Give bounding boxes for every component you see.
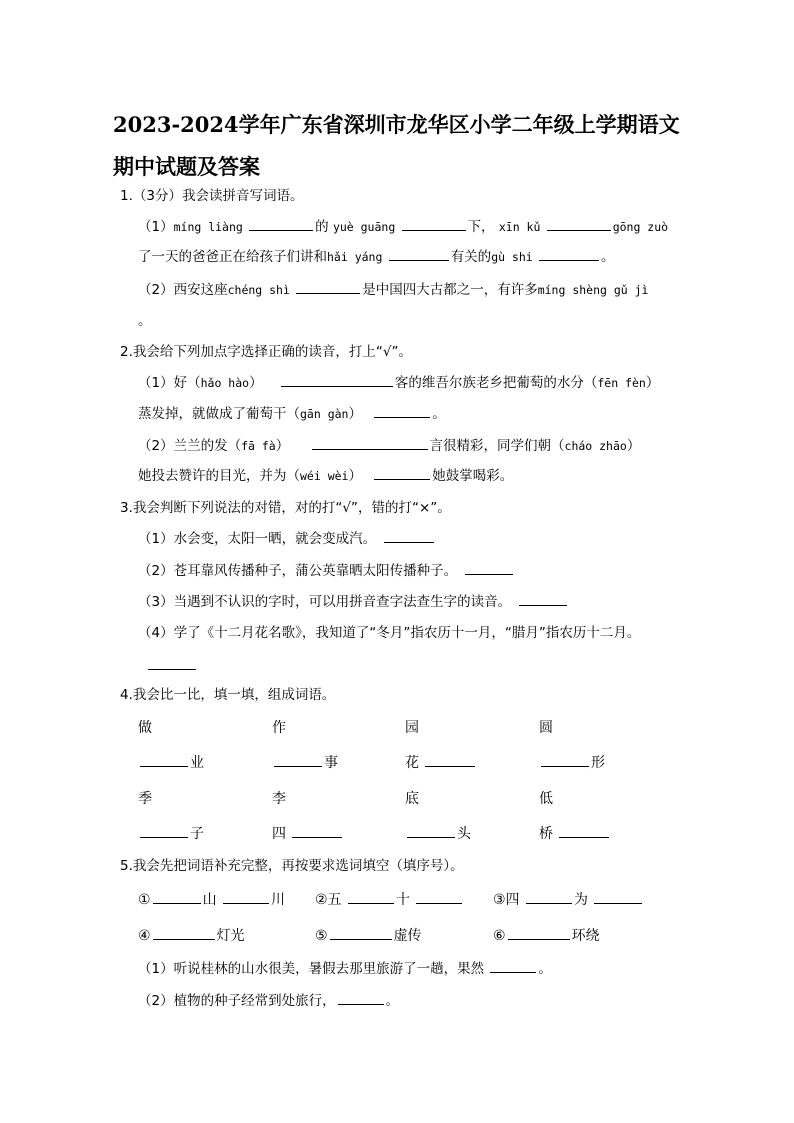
question-3-item-4: （4）学了《十二月花名歌》，我知道了“冬月”指农历十一月，“腊月”指农历十二月。 (138, 625, 641, 641)
question-3-item-1 (138, 529, 436, 549)
pinyin: gù shi (491, 250, 533, 264)
question-1-part-1-line-2 (138, 247, 615, 267)
char: 李 (272, 791, 286, 807)
pinyin: hǎi yáng (327, 250, 383, 264)
pinyin: chéng shì (227, 283, 290, 297)
question-1-part-2-line-1 (138, 280, 648, 300)
idiom-3 (493, 890, 644, 910)
idiom-4 (138, 926, 245, 946)
text: 她鼓掌喝彩。 (432, 468, 514, 484)
idiom-5 (315, 926, 422, 946)
text: 她投去赞许的目光，并为（ (138, 468, 300, 484)
answer-blank[interactable] (539, 248, 599, 261)
char: 头 (457, 826, 471, 842)
text: ） (275, 438, 290, 454)
answer-blank[interactable] (140, 825, 188, 838)
word-item (138, 753, 204, 773)
question-2-part-1-line-1 (138, 373, 659, 393)
question-3-item-3 (138, 592, 569, 612)
answer-blank[interactable] (526, 891, 572, 904)
text: ） (348, 406, 362, 422)
answer-blank[interactable] (296, 281, 360, 294)
text: 。 (432, 406, 446, 422)
text: 是中国四大古都之一，有许多 (362, 282, 538, 298)
text: 的 (315, 219, 329, 235)
text: 虚传 (393, 928, 422, 944)
question-2-part-2-line-1 (138, 436, 640, 456)
answer-blank[interactable] (148, 657, 196, 670)
char: 作 (272, 720, 286, 736)
answer-blank[interactable] (281, 374, 393, 387)
answer-blank[interactable] (384, 530, 434, 543)
question-1-stem: 1.（3分）我会读拼音写词语。 (120, 188, 304, 204)
question-2-stem: 2.我会给下列加点字选择正确的读音，打上“√”。 (120, 344, 412, 360)
text: ③四 (493, 892, 520, 908)
pinyin-options: fā fà (241, 439, 276, 453)
char: 花 (405, 755, 419, 771)
answer-blank[interactable] (249, 218, 313, 231)
text: ） (626, 438, 641, 454)
pinyin: yuè guāng (332, 220, 396, 234)
text: 。 (538, 961, 552, 977)
text: 下， (467, 219, 495, 235)
char: 圆 (539, 720, 553, 736)
question-3-item-4-answer (146, 656, 198, 676)
question-2-part-1-line-2 (138, 404, 446, 424)
text: 。 (138, 313, 152, 329)
answer-blank[interactable] (153, 927, 215, 940)
statement: （1）水会变，太阳一晒，就会变成汽。 (138, 531, 377, 547)
char: 四 (272, 826, 286, 842)
number: ⑤ (315, 928, 328, 944)
char: 桥 (539, 826, 553, 842)
answer-blank[interactable] (374, 405, 430, 418)
text: （2）西安这座 (138, 282, 228, 298)
statement: （2）苍耳靠风传播种子，蒲公英靠晒太阳传播种子。 (138, 563, 458, 579)
pinyin-options: cháo zhāo (564, 439, 627, 453)
text: 灯光 (216, 928, 245, 944)
answer-blank[interactable] (508, 927, 570, 940)
page-title: 2023-2024学年广东省深圳市龙华区小学二年级上学期语文期中试题及答案 (113, 112, 680, 179)
pinyin: míng liàng (173, 220, 243, 234)
char: 低 (539, 791, 553, 807)
answer-blank[interactable] (389, 248, 449, 261)
answer-blank[interactable] (465, 562, 513, 575)
pinyin-options: gān gàn (300, 407, 349, 421)
idiom-2 (315, 890, 464, 910)
text: 。 (385, 993, 400, 1009)
text: 了一天的爸爸正在给孩子们讲和 (138, 249, 327, 265)
text: 言很精彩，同学们朝（ (429, 438, 565, 454)
char: 十 (396, 892, 411, 908)
char: 为 (574, 892, 589, 908)
answer-blank[interactable] (153, 891, 201, 904)
number: ⑥ (493, 928, 506, 944)
idiom-6 (493, 926, 600, 946)
text: （2）兰兰的发（ (138, 438, 242, 454)
answer-blank[interactable] (312, 437, 428, 450)
statement: （3）当遇到不认识的字时，可以用拼音查字法查生字的读音。 (138, 594, 512, 610)
word-item (539, 753, 605, 773)
answer-blank[interactable] (402, 218, 466, 231)
answer-blank[interactable] (140, 754, 188, 767)
char: 形 (591, 755, 605, 771)
word-item (405, 753, 477, 773)
text: 环绕 (571, 928, 600, 944)
answer-blank[interactable] (274, 754, 322, 767)
text: （1）好（ (138, 375, 201, 391)
text: 有关的 (450, 249, 492, 265)
question-3-item-2 (138, 561, 515, 581)
char: 子 (190, 826, 204, 842)
word-item (272, 824, 344, 844)
char: 做 (138, 720, 152, 736)
answer-blank[interactable] (407, 825, 455, 838)
pinyin-options: fēn fèn (597, 376, 646, 390)
char: 山 (202, 892, 217, 908)
question-2-part-2-line-2 (138, 466, 513, 486)
word-item (272, 753, 338, 773)
char: 业 (190, 755, 204, 771)
number: ④ (138, 928, 151, 944)
text: ） (348, 468, 362, 484)
text: （1）听说桂林的山水很美，暑假去那里旅游了一趟，果然 (138, 961, 485, 977)
answer-blank[interactable] (425, 754, 475, 767)
word-item (539, 824, 611, 844)
word-item (138, 824, 204, 844)
answer-blank[interactable] (519, 593, 567, 606)
char: 事 (324, 755, 338, 771)
text: ） (645, 375, 660, 391)
answer-blank[interactable] (338, 992, 384, 1005)
char: 川 (271, 892, 286, 908)
question-1-part-2-line-2 (138, 311, 152, 331)
char: 底 (405, 791, 419, 807)
text: （2）植物的种子经常到处旅行， (138, 993, 336, 1009)
answer-blank[interactable] (594, 891, 642, 904)
char: 季 (138, 791, 152, 807)
question-5-sentence-2 (138, 991, 399, 1011)
answer-blank[interactable] (348, 891, 394, 904)
question-3-stem: 3.我会判断下列说法的对错，对的打“√”，错的打“×”。 (120, 500, 451, 516)
pinyin: xīn kǔ (498, 220, 541, 234)
question-5-sentence-1 (138, 959, 552, 979)
answer-blank[interactable] (541, 754, 589, 767)
question-5-stem: 5.我会先把词语补充完整，再按要求选词填空（填序号）。 (120, 858, 464, 874)
answer-blank[interactable] (374, 467, 430, 480)
pinyin: gōng zuò (612, 220, 669, 234)
pinyin-options: wéi wèi (300, 469, 349, 483)
answer-blank[interactable] (330, 927, 392, 940)
text: 客的维吾尔族老乡把葡萄的水分（ (394, 375, 598, 391)
part-label: （1） (138, 219, 174, 235)
answer-blank[interactable] (223, 891, 269, 904)
text: ②五 (315, 892, 342, 908)
text: ） (249, 375, 263, 391)
number: ① (138, 892, 151, 908)
answer-blank[interactable] (292, 825, 342, 838)
answer-blank[interactable] (559, 825, 609, 838)
char: 园 (405, 720, 419, 736)
answer-blank[interactable] (547, 218, 611, 231)
word-item (405, 824, 471, 844)
pinyin: míng shèng gǔ jì (537, 283, 649, 297)
question-4-stem: 4.我会比一比，填一填，组成词语。 (120, 687, 336, 703)
pinyin-options: hǎo hào (200, 376, 250, 390)
answer-blank[interactable] (490, 960, 536, 973)
text: 蒸发掉，就做成了葡萄干（ (138, 406, 300, 422)
idiom-1 (138, 890, 285, 910)
answer-blank[interactable] (416, 891, 462, 904)
text: 。 (601, 249, 615, 265)
question-1-part-1-line-1 (138, 217, 668, 237)
